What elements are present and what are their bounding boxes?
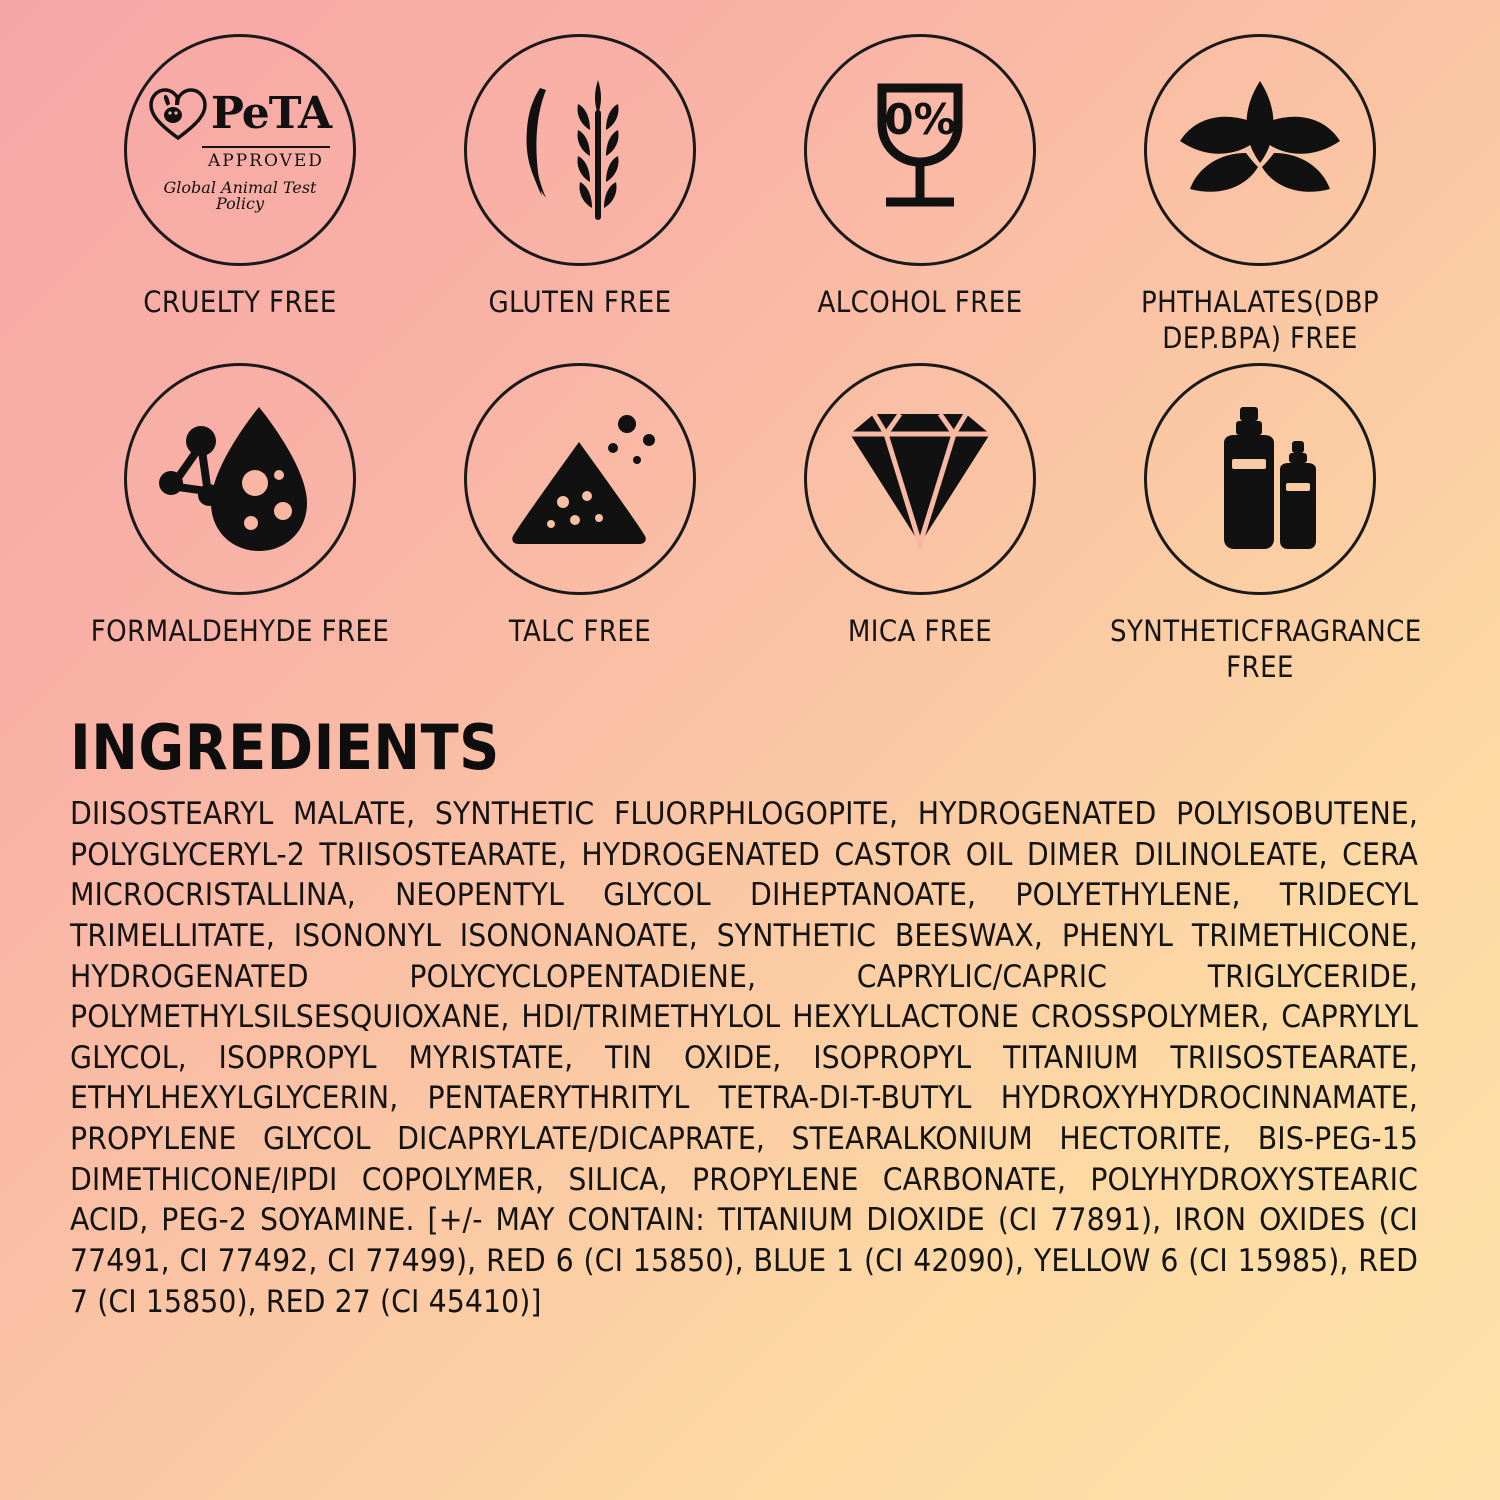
badge-circle bbox=[1144, 363, 1376, 595]
molecule-droplet-icon bbox=[155, 399, 325, 559]
heart-bunny-icon bbox=[149, 88, 207, 140]
badge-circle bbox=[464, 34, 696, 266]
leaves-icon bbox=[1176, 75, 1344, 225]
badge-label: GLUTEN FREE bbox=[488, 285, 672, 319]
claims-badge-grid bbox=[70, 34, 1430, 685]
badge-circle bbox=[464, 363, 696, 595]
badge-talc-free bbox=[410, 363, 750, 686]
peta-approved-text: APPROVED bbox=[202, 146, 330, 170]
badge-label: SYNTHETICFRAGRANCE FREE bbox=[1110, 613, 1422, 684]
badge-phthalates-free bbox=[1090, 34, 1430, 357]
peta-wordmark: PeTA bbox=[210, 88, 332, 139]
badge-label: PHTHALATES(DBP DEP.BPA) FREE bbox=[1140, 285, 1380, 356]
badge-circle bbox=[1144, 34, 1376, 266]
badge-circle bbox=[124, 34, 356, 266]
badge-synthetic-fragrance-free bbox=[1090, 363, 1430, 686]
ingredients-text: DIISOSTEARYL MALATE, SYNTHETIC FLUORPHLOGOPITE, HYDROGENATED POLYISOBUTENE, POLYGLYCERYL-2 TRIISOSTEARATE, HYDROGENATED CASTOR OIL DIMER DILINOLEATE, CERA MICROCRISTALLINA, NEOPENTYL GLYCOL DIHEPTANOATE, POLYETHYLENE, TRIDECYL TRIMELLITATE, ISONONYL ISONONANOATE, SYNTHETIC BEESWAX, PHENYL TRIMETHICONE, HYDROGENATED POLYCYCLOPENTADIENE, CAPRYLIC/CAPRIC TRIGLYCERIDE, POLYMETHYLSILSESQUIOXANE, HDI/TRIMETHYLOL HEXYLLACTONE CROSSPOLYMER, CAPRYLYL GLYCOL, ISOPROPYL MYRISTATE, TIN OXIDE, ISOPROPYL TITANIUM TRIISOSTEARATE, ETHYLHEXYLGLYCERIN, PENTAERYTHRITYL TETRA-DI-T-BUTYL HYDROXYHYDROCINNAMATE, PROPYLENE GLYCOL DICAPRYLATE/DICAPRATE, STEARALKONIUM HECTORITE, BIS-PEG-15 DIMETHICONE/IPDI COPOLYMER, SILICA, PROPYLENE CARBONATE, POLYHYDROXYSTEARIC ACID, PEG-2 SOYAMINE. [+/- MAY CONTAIN: TITANIUM DIOXIDE (CI 77891), IRON OXIDES (CI 77491, CI 77492, CI 77499), RED 6 (CI 15850), BLUE 1 (CI 42090), YELLOW 6 (CI 15985), RED 7 (CI 15850), RED 27 (CI 45410)] bbox=[70, 796, 1418, 1320]
ingredients-heading: INGREDIENTS bbox=[70, 711, 500, 784]
badge-label: ALCOHOL FREE bbox=[817, 285, 1023, 319]
wheat-stalk-icon bbox=[500, 70, 660, 230]
diamond-gem-icon bbox=[830, 404, 1010, 554]
wine-glass-zero-percent-icon bbox=[840, 70, 1000, 230]
badge-gluten-free bbox=[410, 34, 750, 357]
badge-label: TALC FREE bbox=[508, 613, 652, 648]
zero-percent-text: 0% bbox=[884, 95, 956, 144]
badge-mica-free bbox=[750, 363, 1090, 686]
powder-mound-icon bbox=[495, 404, 665, 554]
badge-label: FORMALDEHYDE FREE bbox=[90, 613, 390, 648]
badge-formaldehyde-free bbox=[70, 363, 410, 686]
badge-circle bbox=[804, 34, 1036, 266]
peta-policy-text: Global Animal Test Policy bbox=[163, 178, 317, 213]
badge-label: CRUELTY FREE bbox=[143, 285, 337, 319]
fragrance-bottles-icon bbox=[1180, 399, 1340, 559]
badge-circle bbox=[124, 363, 356, 595]
badge-cruelty-free bbox=[70, 34, 410, 357]
badge-alcohol-free bbox=[750, 34, 1090, 357]
peta-approved-bunny-icon bbox=[140, 68, 340, 233]
badge-label: MICA FREE bbox=[847, 613, 993, 648]
badge-circle bbox=[804, 363, 1036, 595]
